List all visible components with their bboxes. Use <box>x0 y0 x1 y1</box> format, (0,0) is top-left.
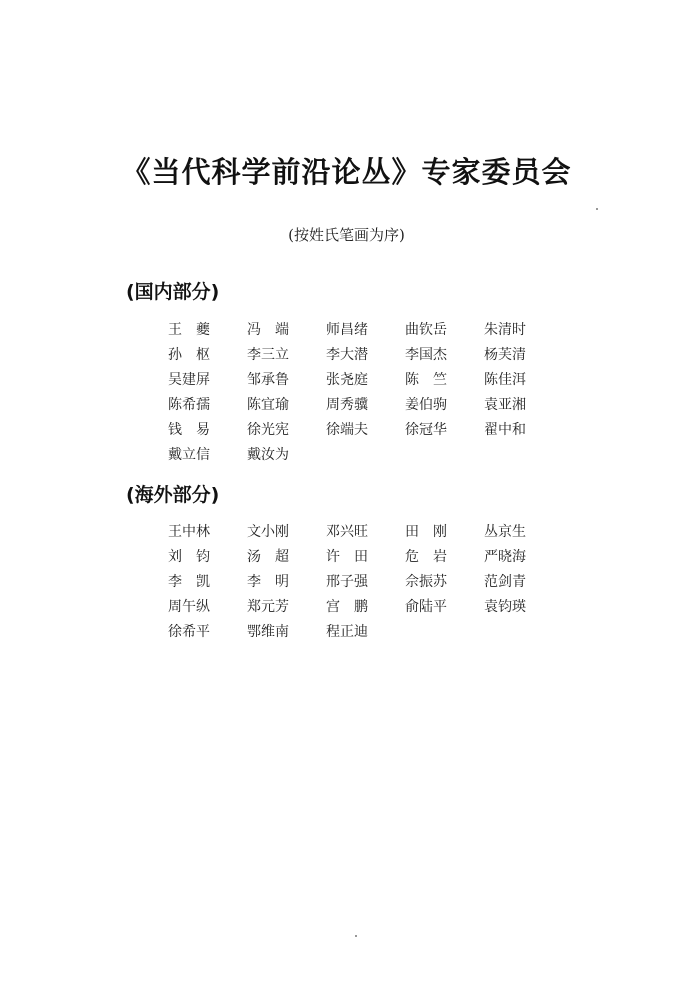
member-name: 周秀骥 <box>326 397 368 413</box>
member-name: 汤 超 <box>247 549 289 565</box>
member-name: 王 夔 <box>168 322 210 338</box>
speck-mark <box>596 208 598 210</box>
member-name: 徐光宪 <box>247 422 289 438</box>
member-name: 丛京生 <box>484 524 526 540</box>
member-name: 袁钧瑛 <box>484 599 526 615</box>
member-name: 范剑青 <box>484 574 526 590</box>
member-name: 师昌绪 <box>326 322 368 338</box>
member-name: 程正迪 <box>326 624 368 640</box>
member-name: 李 明 <box>247 574 289 590</box>
member-name: 文小刚 <box>247 524 289 540</box>
page-subtitle: (按姓氏笔画为序) <box>288 226 405 244</box>
member-name: 冯 端 <box>247 322 289 338</box>
member-name: 姜伯驹 <box>405 397 447 413</box>
member-name: 陈宜瑜 <box>247 397 289 413</box>
name-grid-domestic <box>168 318 563 468</box>
member-name: 徐端夫 <box>326 422 368 438</box>
member-name: 袁亚湘 <box>484 397 526 413</box>
member-name: 曲钦岳 <box>405 322 447 338</box>
member-name: 危 岩 <box>405 549 447 565</box>
member-name: 翟中和 <box>484 422 526 438</box>
member-name: 陈佳洱 <box>484 372 526 388</box>
member-name: 张尧庭 <box>326 372 368 388</box>
section-heading-domestic: (国内部分) <box>126 281 220 303</box>
member-name: 李大潜 <box>326 347 368 363</box>
member-name: 鄂维南 <box>247 624 289 640</box>
member-name: 周午纵 <box>168 599 210 615</box>
member-name: 徐希平 <box>168 624 210 640</box>
member-name: 宫 鹏 <box>326 599 368 615</box>
member-name: 严晓海 <box>484 549 526 565</box>
member-name: 田 刚 <box>405 524 447 540</box>
member-name: 王中林 <box>168 524 210 540</box>
member-name: 邹承鲁 <box>247 372 289 388</box>
name-grid-overseas <box>168 520 563 645</box>
member-name: 杨芙清 <box>484 347 526 363</box>
section-heading-overseas: (海外部分) <box>126 484 220 506</box>
member-name: 戴立信 <box>168 447 210 463</box>
member-name: 李国杰 <box>405 347 447 363</box>
member-name: 许 田 <box>326 549 368 565</box>
member-name: 刘 钧 <box>168 549 210 565</box>
member-name: 钱 易 <box>168 422 210 438</box>
member-name: 朱清时 <box>484 322 526 338</box>
member-name: 李 凯 <box>168 574 210 590</box>
member-name: 李三立 <box>247 347 289 363</box>
speck-mark <box>355 935 357 937</box>
member-name: 邢子强 <box>326 574 368 590</box>
member-name: 孙 枢 <box>168 347 210 363</box>
member-name: 徐冠华 <box>405 422 447 438</box>
member-name: 郑元芳 <box>247 599 289 615</box>
member-name: 陈希孺 <box>168 397 210 413</box>
member-name: 戴汝为 <box>247 447 289 463</box>
member-name: 吴建屏 <box>168 372 210 388</box>
member-name: 俞陆平 <box>405 599 447 615</box>
member-name: 佘振苏 <box>405 574 447 590</box>
member-name: 陈 竺 <box>405 372 447 388</box>
page-title: 《当代科学前沿论丛》专家委员会 <box>121 155 572 189</box>
member-name: 邓兴旺 <box>326 524 368 540</box>
